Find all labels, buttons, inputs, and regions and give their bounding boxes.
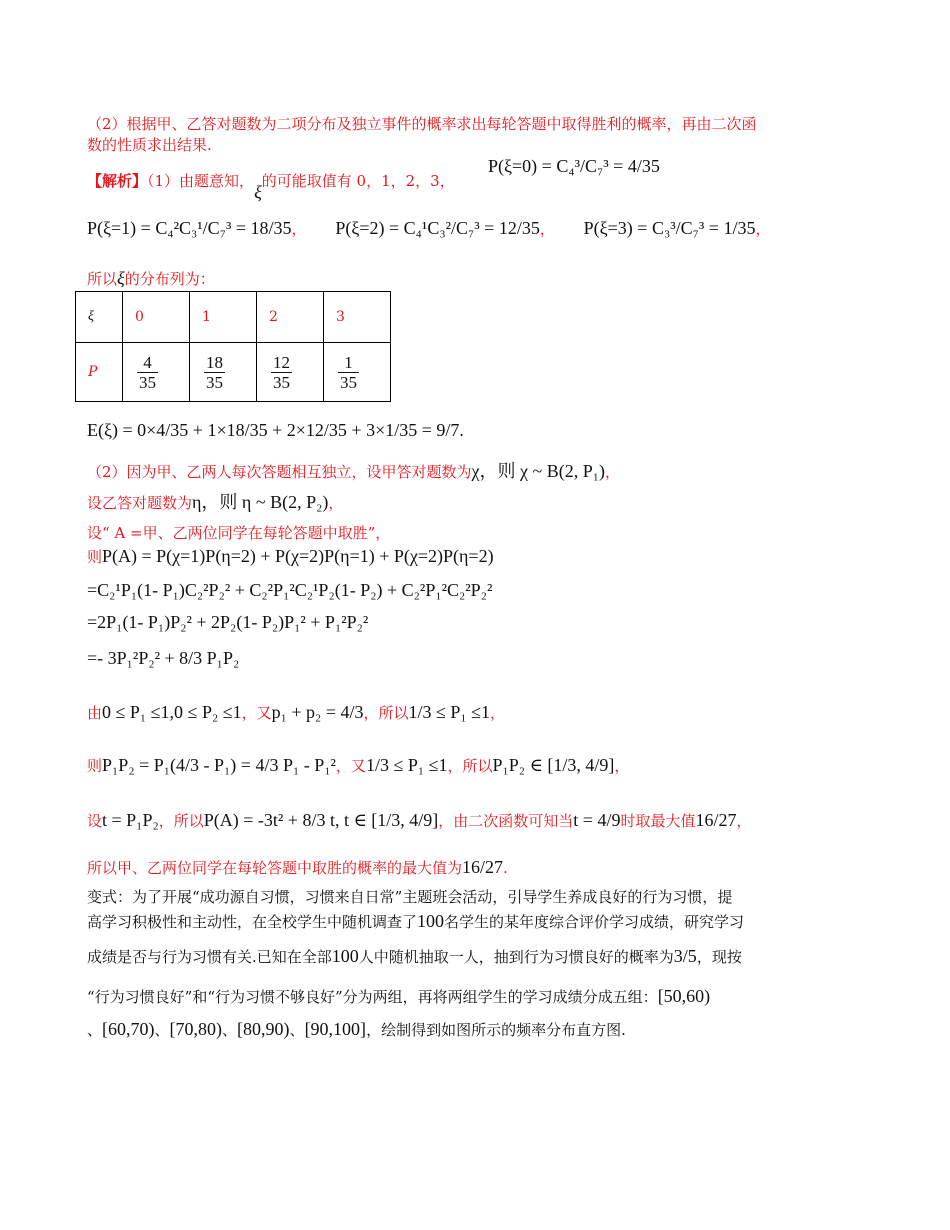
table-cell: 0 — [123, 292, 190, 343]
variant-line-1: 变式：为了开展“成功源自习惯，习惯来自日常”主题班会活动，引导学生养成良好的行为习惯，提 — [87, 888, 733, 906]
table-cell: 1 — [190, 292, 257, 343]
prob-xi-2: P(ξ=2) = C₄¹C₃²/C₇³ = 12/35 — [335, 218, 540, 238]
analysis-line-1 — [87, 170, 455, 202]
part2-line-4: 则P(A) = P(χ=1)P(η=2) + P(χ=2)P(η=1) + P(χ=2)P(η=2) — [87, 546, 494, 566]
variant-line-2: 高学习积极性和主动性，在全校学生中随机调查了100名学生的某年度综合评价学习成绩，研究学习 — [87, 911, 745, 931]
intro-line-2: 数的性质求出结果. — [87, 136, 212, 154]
distribution-table — [75, 291, 391, 402]
table-cell: 3 — [324, 292, 391, 343]
xi-symbol: ξ — [254, 182, 262, 202]
table-cell: $\frac{18}{35}$ — [190, 343, 257, 402]
part2-line-8: 由0 ≤ P₁ ≤1,0 ≤ P₂ ≤1，又p₁ + p₂ = 4/3，所以1/3 ≤ P₁ ≤1， — [87, 702, 506, 722]
variant-line-4: “行为习惯良好”和“行为习惯不够良好”分为两组，再将两组学生的学习成绩分成五组：[50,60) — [87, 986, 711, 1006]
part2-line-10: 设t = P₁P₂，所以P(A) = -3t² + 8/3 t, t ∈ [1/3, 4/9]，由二次函数可知当t = 4/9时取最大值16/27， — [87, 810, 752, 830]
analysis-text: （1）由题意知， — [147, 172, 255, 190]
prob-xi-0 — [488, 156, 660, 177]
analysis-label: 【解析】 — [87, 172, 148, 190]
part2-line-1: （2）因为甲、乙两人每次答题相互独立，设甲答对题数为χ，则 χ ~ B(2, P₁)， — [87, 461, 621, 481]
table-row-label: ξ — [76, 292, 123, 343]
intro-line-1: （2）根据甲、乙答对题数为二项分布及独立事件的概率求出每轮答题中取得胜利的概率，再由二次函 — [87, 115, 757, 133]
variant-line-5: 、[60,70)、[70,80)、[80,90)、[90,100]，绘制得到如图所示的频率分布直方图. — [87, 1019, 626, 1039]
prob-xi-0-formula: P(ξ=0) = C₄³/C₇³ = 4/35 — [488, 156, 660, 176]
table-row — [76, 292, 391, 343]
part2-line-3: 设“ A =甲、乙两位同学在每轮答题中取胜”， — [87, 524, 391, 542]
part2-line-9: 则P₁P₂ = P₁(4/3 - P₁) = 4/3 P₁ - P₁²，又1/3 ≤ P₁ ≤1，所以P₁P₂ ∈ [1/3, 4/9]， — [87, 755, 630, 775]
table-row-label: P — [76, 343, 123, 402]
prob-xi-3: P(ξ=3) = C₃³/C₇³ = 1/35 — [583, 218, 756, 238]
expectation-formula: E(ξ) = 0×4/35 + 1×18/35 + 2×12/35 + 3×1/35 = 9/7. — [87, 420, 464, 440]
part2-line-2: 设乙答对题数为η，则 η ~ B(2, P₂)， — [87, 492, 344, 512]
table-cell: $\frac{4}{35}$ — [123, 343, 190, 402]
prob-line: P(ξ=1) = C₄²C₃¹/C₇³ = 18/35， P(ξ=2) = C₄¹C₃²/C₇³ = 12/35， P(ξ=3) = C₃³/C₇³ = 1/35， — [87, 218, 771, 238]
distribution-intro: 所以ξ的分布列为： — [87, 268, 215, 288]
variant-line-3: 成绩是否与行为习惯有关.已知在全部100人中随机抽取一人，抽到行为习惯良好的概率为3/5，现按 — [87, 946, 742, 966]
table-row — [76, 343, 391, 402]
table-cell: $\frac{12}{35}$ — [257, 343, 324, 402]
analysis-values: 的可能取值有 0，1，2，3， — [261, 172, 455, 190]
part2-line-7: =- 3P₁²P₂² + 8/3 P₁P₂ — [87, 648, 240, 668]
part2-line-5: =C₂¹P₁(1- P₁)C₂²P₂² + C₂²P₁²C₂¹P₂(1- P₂) + C₂²P₁²C₂²P₂² — [87, 580, 493, 600]
part2-line-6: =2P₁(1- P₁)P₂² + 2P₂(1- P₂)P₁² + P₁²P₂² — [87, 612, 369, 632]
prob-xi-1: P(ξ=1) = C₄²C₃¹/C₇³ = 18/35 — [87, 218, 292, 238]
table-cell: 2 — [257, 292, 324, 343]
table-cell: $\frac{1}{35}$ — [324, 343, 391, 402]
part2-line-11: 所以甲、乙两位同学在每轮答题中取胜的概率的最大值为16/27. — [87, 857, 508, 877]
